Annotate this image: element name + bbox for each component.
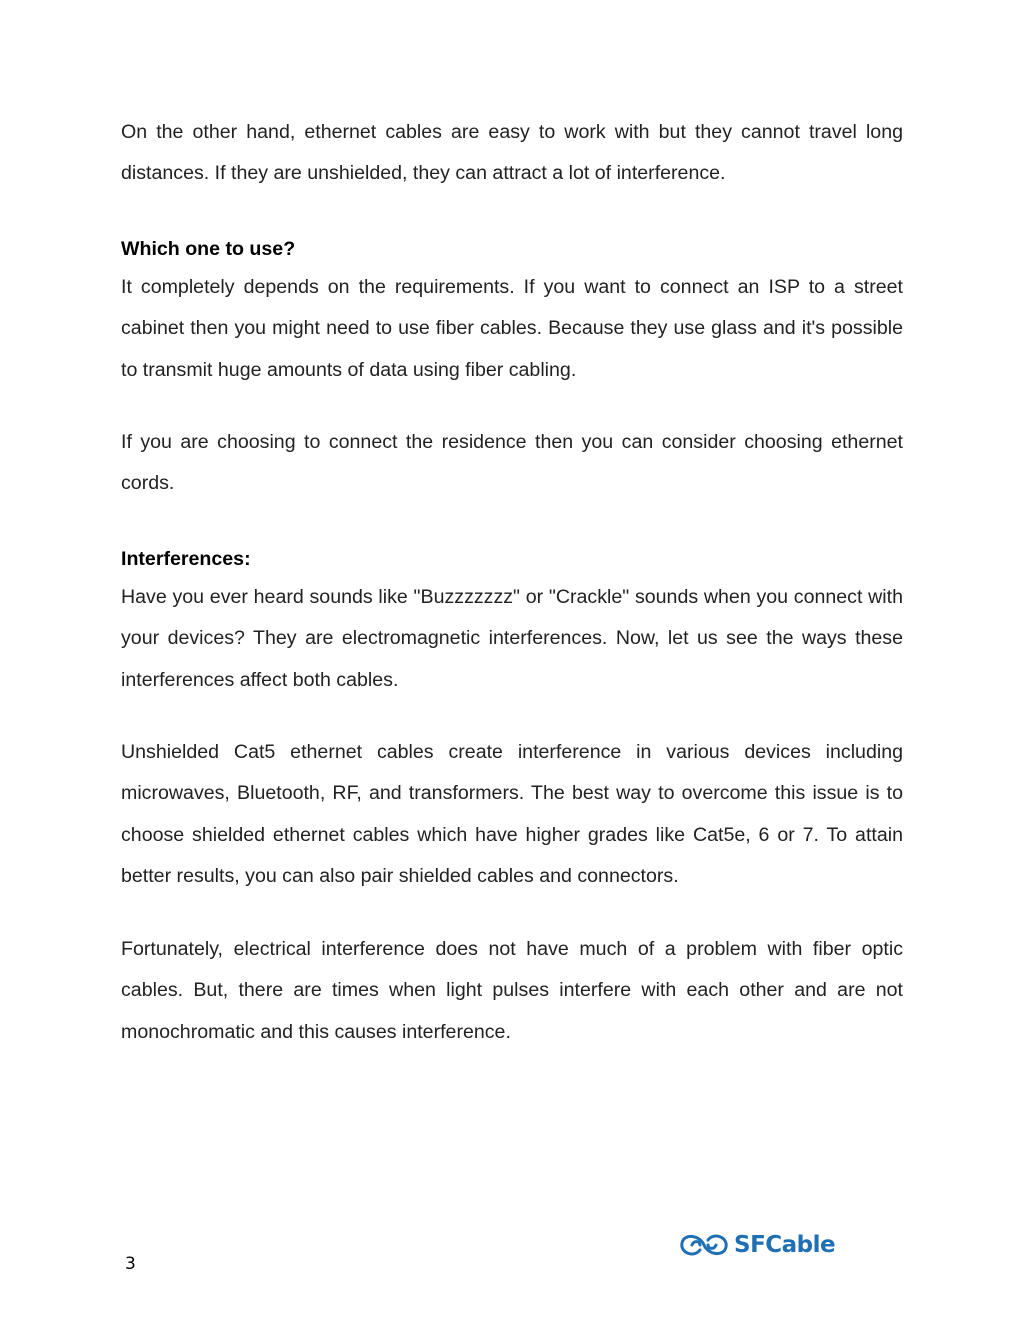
paragraph-unshielded-cat5: Unshielded Cat5 ethernet cables create interference in various devices including microwaves, Bluetooth, RF, and transformers. The best way to overcome this issue is to choose shielded ethernet cables which have higher grades like Cat5e, 6 or 7. To attain better results, you can also pair shielded cables and connectors. [121, 741, 903, 888]
heading-interferences: Interferences: [121, 547, 251, 570]
logo-wordmark: SFCable [734, 1232, 836, 1258]
document-body [121, 112, 903, 1053]
sfcable-logo [678, 1226, 838, 1264]
paragraph-interference-sounds: Have you ever heard sounds like "Buzzzzzzz" or "Crackle" sounds when you connect with your devices? They are electromagnetic interferences. Now, let us see the ways these interferences affect both cables. [121, 585, 903, 691]
paragraph-fiber-interference: Fortunately, electrical interference does not have much of a problem with fiber optic cables. But, there are times when light pulses interfere with each other and are not monochromatic and this causes interference. [121, 937, 903, 1043]
page-number: 3 [125, 1254, 136, 1274]
paragraph-ethernet-limitations: On the other hand, ethernet cables are easy to work with but they cannot travel long distances. If they are unshielded, they can attract a lot of interference. [121, 121, 903, 185]
sfcable-logo-icon [678, 1230, 730, 1260]
heading-which-one-to-use: Which one to use? [121, 237, 296, 260]
paragraph-requirements: It completely depends on the requirements. If you want to connect an ISP to a street cabinet then you might need to use fiber cables. Because they use glass and it's possible to transmit huge amounts of data using fiber cabling. [121, 275, 903, 381]
paragraph-residence: If you are choosing to connect the residence then you can consider choosing ethernet cords. [121, 431, 903, 495]
